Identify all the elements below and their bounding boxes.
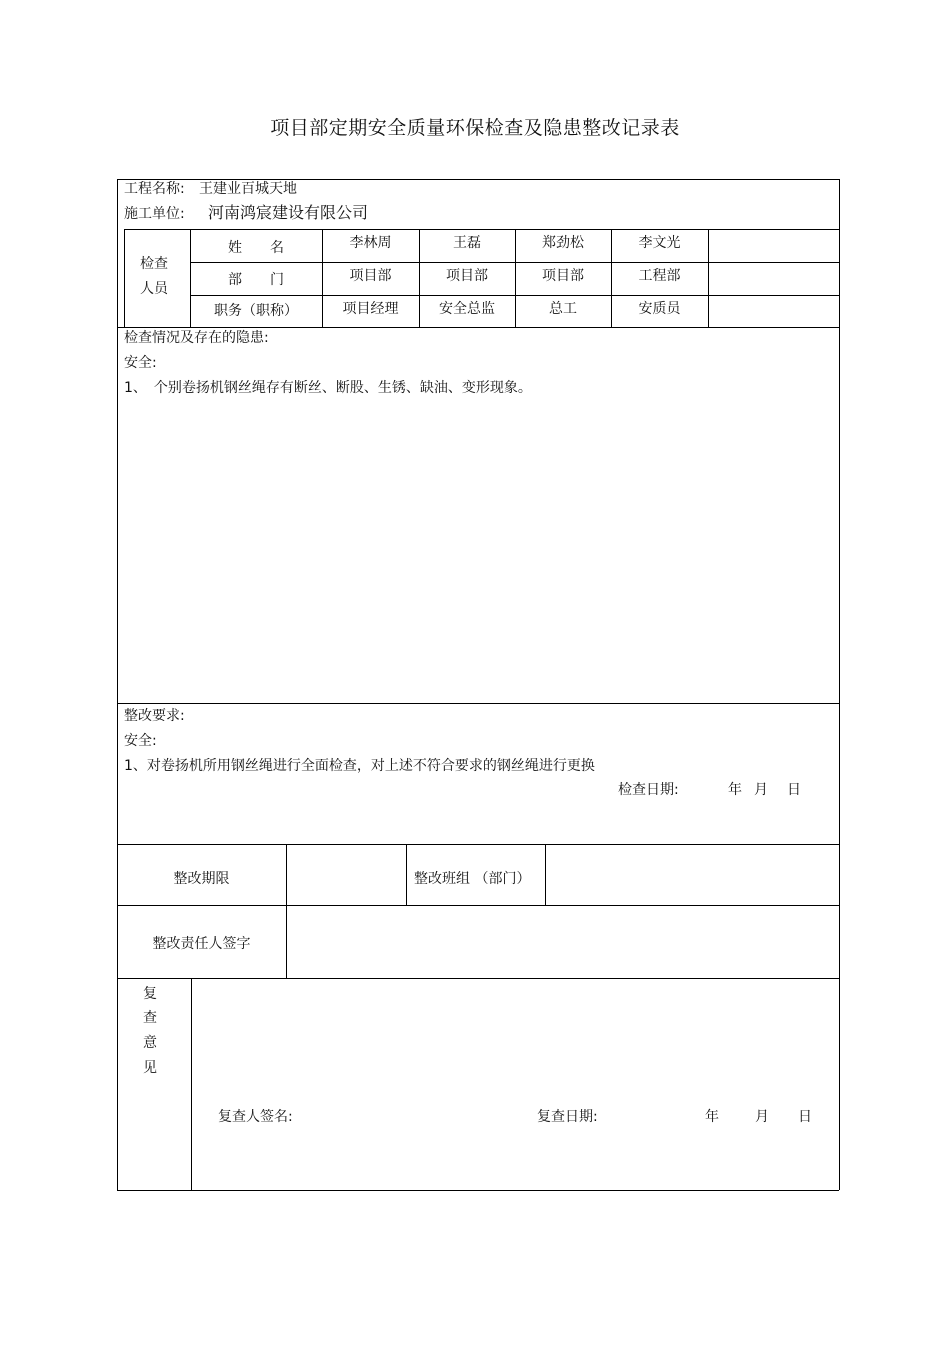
inspector-title-2: 安全总监 [439, 301, 495, 317]
inspectors-bottom-line [117, 327, 839, 328]
responsible-bottom-line [117, 978, 839, 979]
table-border-bottom [117, 1190, 839, 1191]
inspector-name-3: 郑劲松 [542, 235, 584, 251]
review-date-month: 月 [755, 1109, 769, 1125]
inspection-date-month: 月 [754, 782, 768, 798]
table-border-right [839, 179, 840, 1190]
findings-item-1: 1、 个别卷扬机钢丝绳存有断丝、断股、生锈、缺油、变形现象。 [124, 380, 532, 396]
deadline-col-line-3 [545, 844, 546, 905]
findings-heading: 检查情况及存在的隐患: [124, 330, 269, 346]
inspector-name-4: 李文光 [638, 235, 681, 251]
findings-bottom-line [117, 703, 839, 704]
inspector-title-3: 总工 [549, 301, 577, 317]
inspector-title-4: 安质员 [638, 301, 681, 317]
construction-unit-value: 河南鸿宸建设有限公司 [208, 203, 369, 222]
review-date-year: 年 [705, 1109, 719, 1125]
review-date-label: 复查日期: [537, 1109, 598, 1125]
requirements-bottom-line [117, 844, 839, 845]
deadline-col-line-2 [406, 844, 407, 905]
inspection-date-label: 检查日期: [618, 782, 679, 798]
requirements-heading: 整改要求: [124, 708, 185, 724]
inspectors-group-label-2: 人员 [140, 281, 168, 297]
row-dept-label: 部 门 [228, 272, 284, 288]
project-name-value: 王建业百城天地 [199, 181, 297, 197]
inspector-dept-2: 项目部 [446, 268, 488, 284]
team-dept-label: 整改班组 （部门） [414, 871, 531, 887]
review-label-char-1: 复 [143, 986, 157, 1002]
deadline-col-line-1 [286, 844, 287, 978]
inspection-date-year: 年 [728, 782, 742, 798]
reviewer-signature-label: 复查人签名: [218, 1109, 293, 1125]
inspection-date-day: 日 [787, 782, 801, 798]
findings-category: 安全: [124, 355, 157, 371]
table-border-left [117, 179, 118, 1190]
review-date-day: 日 [798, 1109, 812, 1125]
review-col-line [191, 978, 192, 1190]
row-name-label: 姓 名 [228, 240, 284, 256]
responsible-signature-label: 整改责任人签字 [152, 936, 251, 952]
page-title: 项目部定期安全质量环保检查及隐患整改记录表 [270, 117, 680, 139]
deadline-label: 整改期限 [173, 871, 230, 887]
requirements-category: 安全: [124, 733, 157, 749]
project-name-label: 工程名称: [124, 181, 185, 197]
inspector-dept-3: 项目部 [542, 268, 584, 284]
review-label-char-3: 意 [143, 1035, 157, 1051]
inspector-name-1: 李林周 [349, 235, 392, 251]
requirements-item-1: 1、对卷扬机所用钢丝绳进行全面检查，对上述不符合要求的钢丝绳进行更换 [124, 758, 595, 774]
inspectors-col-line-6 [708, 229, 709, 327]
inspector-dept-4: 工程部 [638, 268, 681, 284]
row-title-label: 职务（职称） [214, 303, 298, 319]
review-label-char-4: 见 [143, 1060, 157, 1076]
table-border-top [117, 179, 839, 180]
inspectors-left-line [124, 229, 125, 327]
inspector-name-2: 王磊 [453, 235, 481, 251]
inspectors-top-line [124, 229, 839, 230]
construction-unit-label: 施工单位: [124, 206, 185, 222]
inspectors-group-label-1: 检查 [140, 256, 168, 272]
inspector-title-1: 项目经理 [342, 301, 399, 317]
inspector-dept-1: 项目部 [349, 268, 392, 284]
deadline-bottom-line [117, 905, 839, 906]
review-label-char-2: 查 [143, 1010, 157, 1026]
